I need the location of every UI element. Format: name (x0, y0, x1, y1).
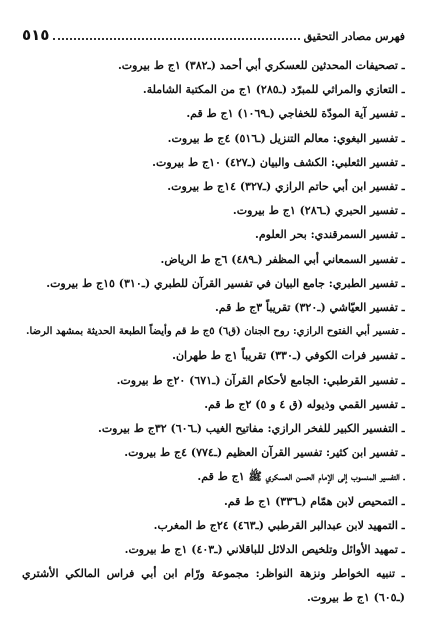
bibliography-entry: ـ تفسير ابن كثير: تفسير القرآن العظيم (ـ٧٧٤) ٤ج ط بيروت. (124, 446, 405, 460)
bibliography-entry: ـ تفسير الثعلبي: الكشف والبيان (ـ٤٢٧) ١٠ج ط بيروت. (152, 155, 405, 169)
bibliography-entry: ـ تفسير القرطبي: الجامع لأحكام القرآن (ـ٦٧١) ٢٠ج ط بيروت. (116, 373, 405, 387)
bibliography-entry: ـ التعازي والمراثي للمبرّد (ـ٢٨٥) ١ج من المكتبة الشاملة. (142, 83, 405, 97)
bibliography-entry: ـ تفسير الحبري (ـ٢٨٦) ١ج ط بيروت. (232, 204, 405, 218)
header-title: فهرس مصادر التحقيق (303, 30, 405, 43)
bibliography-entry: ـ تمهيد الأوائل وتلخيص الدلائل للباقلاني (ـ٤٠٣) ١ج ط بيروت. (124, 543, 405, 557)
bibliography-entry: ـ تفسير البغوي: معالم التنزيل (ـ٥١٦) ٤ج ط بيروت. (167, 131, 405, 145)
bibliography-entry: ـ تفسير السمرقندي: بحر العلوم. (255, 228, 405, 242)
bibliography-entry: ـ تفسير ابن أبي حاتم الرازي (ـ٣٢٧) ١٤ج ط بيروت. (167, 180, 405, 194)
bibliography-entry: ـ التفسير المنسوب إلى الإمام الحسن العسكري ﷺ ١ج ط قم. (197, 470, 405, 484)
page-number: ٥١٥ (22, 26, 50, 44)
bibliography-entry: ـ تنبيه الخواطر ونزهة النواظر: مجموعة ورّام ابن أبي فراس المالكي الأشتري (ـ٦٠٥) ١ج ط بيروت. (22, 567, 405, 605)
bibliography-list (22, 54, 405, 611)
bibliography-entry: ـ تصحيفات المحدثين للعسكري أبي أحمد (ـ٣٨٢) ١ج ط بيروت. (117, 59, 405, 72)
bibliography-entry: ـ تفسير القمي وذيوله (ق ٤ و ٥) ٢ج ط قم. (204, 397, 405, 411)
bibliography-entry: ـ تفسير أبي الفتوح الرازي: روح الجنان (ق٦) ٥ج ط قم وأيضاً الطبعة الحديثة بمشهد الرضا. (26, 326, 405, 338)
bibliography-entry: ـ تفسير فرات الكوفي (ـ٣٣٠) تقريباً ١ج ط طهران. (172, 349, 405, 363)
header-dot-leader (53, 30, 299, 40)
bibliography-entry: ـ التفسير الكبير للفخر الرازي: مفاتيح الغيب (ـ٦٠٦) ٣٢ج ط بيروت. (97, 422, 405, 436)
bibliography-entry: ـ تفسير الطبري: جامع البيان في تفسير القرآن للطبري (ـ٣١٠) ١٥ج ط بيروت. (46, 276, 405, 290)
bibliography-entry: ـ تفسير السمعاني أبي المظفر (ـ٤٨٩) ٦ج ط الرياض. (160, 252, 405, 266)
bibliography-entry: ـ التمهيد لابن عبدالبر القرطبي (ـ٤٦٣) ٢٤ج ط المغرب. (153, 518, 405, 532)
bibliography-entry: ـ تفسير العيّاشي (ـ٣٢٠) تقريباً ٣ج ط قم. (214, 301, 405, 315)
bibliography-entry: ـ التمحيص لابن همّام (ـ٣٣٦) ١ج ط قم. (223, 494, 405, 508)
running-header (22, 26, 405, 48)
bibliography-entry: ـ تفسير آية المودّة للخفاجي (ـ١٠٦٩) ١ج ط قم. (186, 107, 405, 121)
